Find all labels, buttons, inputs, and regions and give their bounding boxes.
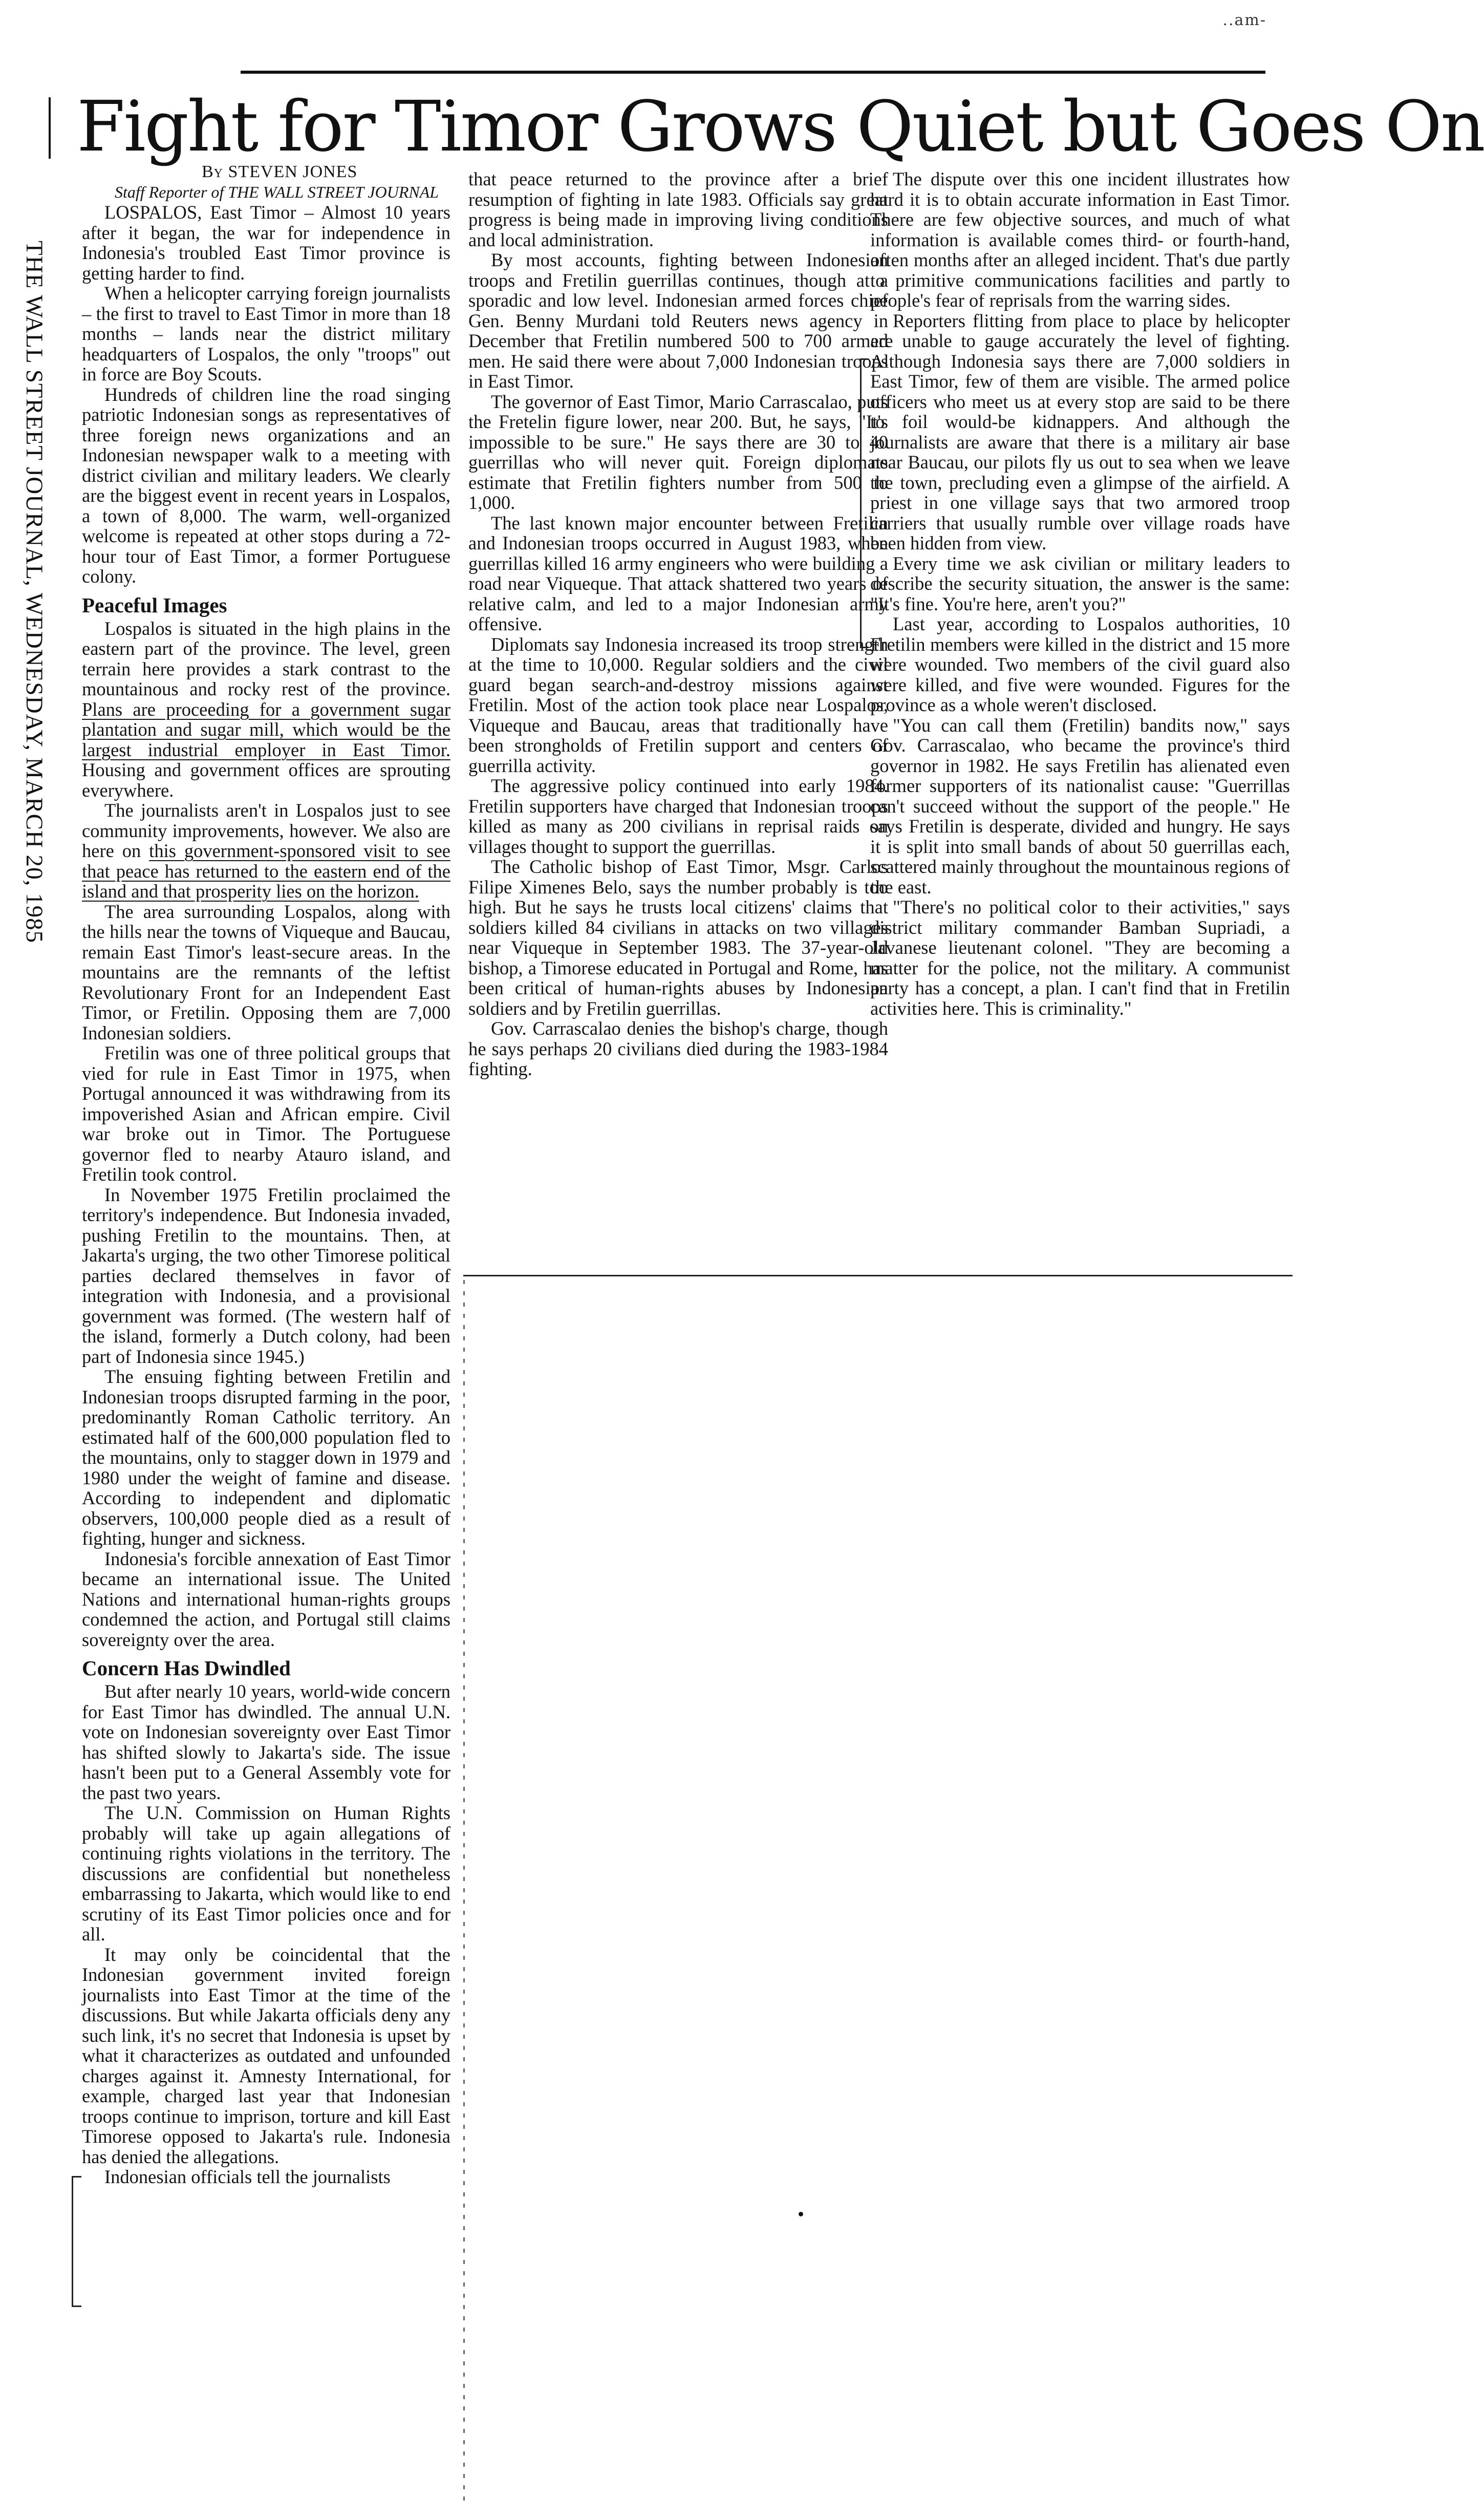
paragraph: The governor of East Timor, Mario Carrascalao, puts the Fretelin figure lower, near 200. But, he says, "It's impossible to be sure." He says there are 30 to 40 guerrillas who will never quit. Foreign diplomats estimate that Fretilin fighters number from 500 to 1,000. — [468, 391, 888, 513]
paragraph: The Catholic bishop of East Timor, Msgr. Carlos Filipe Ximenes Belo, says the number probably is too high. But he says he trusts local citizens' claims that soldiers killed 84 civilians in attacks on two villages near Viqueque in September 1983. The 37-year-old bishop, a Timorese educated in Portugal and Rome, has been critical of human-rights abuses by Indonesian soldiers and by Fretilin guerrillas. — [468, 856, 888, 1019]
paragraph: "You can call them (Fretilin) bandits now," says Gov. Carrascalao, who became the province's third governor in 1982. He says Fretilin has alienated even former supporters of its nationalist cause: "Guerrillas can't succeed without the support of the people." He says Fretilin is desperate, divided and hungry. He says it is split into small bands of about 50 guerrillas each, scattered mainly throughout the mountainous regions of the east. — [870, 714, 1290, 898]
newspaper-banner: THE WALL STREET JOURNAL, WEDNESDAY, MARCH 20, 1985 — [21, 241, 48, 944]
text-run: Housing and government offices are sprouting everywhere. — [82, 759, 450, 801]
paragraph: The aggressive policy continued into early 1984. Fretilin supporters have charged that Indonesian troops killed as many as 200 civilians in reprisal raids on villages thought to support the guerrillas. — [468, 775, 888, 857]
paragraph — [82, 618, 450, 801]
paragraph: Reporters flitting from place to place by helicopter are unable to gauge accurately the level of fighting. Although Indonesia says there are 7,000 soldiers in East Timor, few of them are visible. The armed police officers who meet us at every stop are said to be there to foil would-be kidnappers. And although the journalists are aware that there is a military air base near Baucau, our pilots fly us out to sea when we leave the town, precluding even a glimpse of the airfield. A priest in one village says that two armored troop carriers that usually rumble over village roads have been hidden from view. — [870, 310, 1290, 553]
paragraph: Indonesian officials tell the journalists — [104, 2166, 391, 2187]
top-rule — [241, 71, 1265, 74]
subheading-peaceful-images: Peaceful Images — [82, 593, 227, 617]
subheading-concern-dwindled: Concern Has Dwindled — [82, 1656, 291, 1680]
paragraph: Gov. Carrascalao denies the bishop's charge, though he says perhaps 20 civilians died during the 1983-1984 fighting. — [468, 1018, 888, 1079]
article-column-1 — [82, 162, 450, 2187]
underlined-text: this government-sponsored visit to see that peace has returned to the eastern end of the island and that prosperity lies on the horizon. — [82, 840, 450, 902]
paragraph: But after nearly 10 years, world-wide concern for East Timor has dwindled. The annual U.N. vote on Indonesian sovereignty over East Timor has shifted slowly to Jakarta's side. The issue hasn't been put to a General Assembly vote for the past two years. — [82, 1681, 450, 1803]
text-run: The journalists aren't in Lospalos just to see community improvements, however. We also are here on — [82, 800, 450, 861]
paragraph: It may only be coincidental that the Indonesian government invited foreign journalists into East Timor at the time of the discussions. But while Jakarta officials deny any such link, it's no secret that Indonesia is upset by what it characterizes as outdated and unfounded charges against it. Amnesty International, for example, charged last year that Indonesian troops continue to imprison, torture and kill East Timorese opposed to Jakarta's rule. Indonesia has denied the allegations. — [82, 1944, 450, 2167]
paragraph: that peace returned to the province after a brief resumption of fighting in late 1983. Officials say great progress is being made in improving living conditions and local administration. — [468, 168, 888, 250]
paragraph: When a helicopter carrying foreign journalists – the first to travel to East Timor in more than 18 months – lands near the district military headquarters of Lospalos, the only "troops" out in force are Boy Scouts. — [82, 283, 450, 385]
paragraph: The last known major encounter between Fretilin and Indonesian troops occurred in August 1983, when guerrillas killed 16 army engineers who were building a road near Viqueque. That attack shattered two years of relative calm, and led to a major Indonesian army offensive. — [468, 512, 888, 634]
byline: By STEVEN JONES — [202, 162, 358, 181]
paragraph: The ensuing fighting between Fretilin and Indonesian troops disrupted farming in the poor, predominantly Roman Catholic territory. An estimated half of the 600,000 population fled to the mountains, only to stagger down in 1979 and 1980 under the weight of famine and disease. According to independent and diplomatic observers, 100,000 people died as a result of fighting, hunger and sickness. — [82, 1366, 450, 1549]
corner-mark: ..am- — [1222, 11, 1266, 29]
article-column-2 — [468, 169, 888, 1079]
paragraph — [82, 800, 450, 902]
paragraph: Diplomats say Indonesia increased its troop strength at the time to 10,000. Regular soldiers and the civil guard began search-and-destroy missions against Fretilin. Most of the action took place near Lospalos, Viqueque and Baucau, areas that traditionally have been strongholds of Fretilin support and centers of guerrilla activity. — [468, 633, 888, 776]
article-column-3 — [870, 169, 1290, 1018]
paragraph: The dispute over this one incident illustrates how hard it is to obtain accurate information in East Timor. There are few objective sources, and much of what information is available comes third- or fourth-hand, often months after an alleged incident. That's due partly to primitive communications facilities and partly to people's fear of reprisals from the warring sides. — [870, 168, 1290, 311]
paragraph: Hundreds of children line the road singing patriotic Indonesian songs as representatives of three foreign news organizations and an Indonesian newspaper walk to a meeting with district civilian and military leaders. We clearly are the biggest event in recent years in Lospalos, a town of 8,000. The warm, well-organized welcome is repeated at other stops during a 72-hour tour of East Timor, a former Portuguese colony. — [82, 383, 450, 587]
paragraph: Every time we ask civilian or military leaders to describe the security situation, the answer is the same: "It's fine. You're here, aren't you?" — [870, 552, 1290, 614]
paragraph: Fretilin was one of three political groups that vied for rule in East Timor in 1975, when Portugal announced it was withdrawing from its impoverished Asian and African empire. Civil war broke out in Timor. The Portuguese governor fled to nearby Atauro island, and Fretilin took control. — [82, 1042, 450, 1185]
headline: Fight for Timor Grows Quiet but Goes On — [77, 87, 1484, 167]
paragraph: By most accounts, fighting between Indonesian troops and Fretilin guerrillas continues, though at a sporadic and low level. Indonesian armed forces chief Gen. Benny Murdani told Reuters news agency in December that Fretilin numbered 500 to 700 armed men. He said there were about 7,000 Indonesian troops in East Timor. — [468, 249, 888, 392]
paragraph: Indonesia's forcible annexation of East Timor became an international issue. The United Nations and international human-rights groups condemned the action, and Portugal still claims sovereignty over the area. — [82, 1548, 450, 1650]
paragraph: The U.N. Commission on Human Rights probably will take up again allegations of continuing rights violations in the territory. The discussions are confidential but nonetheless embarrassing to Jakarta, which would like to end scrutiny of its East Timor policies once and for all. — [82, 1802, 450, 1945]
paragraph: In November 1975 Fretilin proclaimed the territory's independence. But Indonesia invaded, pushing Fretilin to the mountains. Then, at Jakarta's urging, the two other Timorese political parties declared themselves in favor of integration with Indonesia, and a provisional government was formed. (The western half of the island, formerly a Dutch colony, had been part of Indonesia since 1945.) — [82, 1184, 450, 1367]
margin-bracket — [72, 2176, 81, 2307]
underlined-text: Plans are proceeding for a government sugar plantation and sugar mill, which would be the largest industrial employer in East Timor. — [82, 698, 450, 760]
text-run: Lospalos is situated in the high plains in the eastern part of the province. The level, green terrain here provides a stark contrast to the mountainous and rocky rest of the province. — [82, 617, 450, 699]
headline-left-rule — [49, 97, 51, 159]
paragraph: LOSPALOS, East Timor – Almost 10 years after it began, the war for independence in Indonesia's troubled East Timor province is getting harder to find. — [82, 202, 450, 284]
column-divider — [463, 1280, 465, 2504]
column-end-rule — [463, 1275, 1293, 1276]
paragraph: The area surrounding Lospalos, along with the hills near the towns of Viqueque and Baucau, remain East Timor's least-secure areas. In the mountains are the remnants of the leftist Revolutionary Front for an Independent East Timor, or Fretilin. Opposing them are 7,000 Indonesian soldiers. — [82, 901, 450, 1043]
paragraph: "There's no political color to their activities," says district military commander Bamban Supriadi, a Javanese lieutenant colonel. "They are becoming a matter for the police, not the military. A communist party has a concept, a plan. I can't find that in Fretilin activities here. This is criminality." — [870, 896, 1290, 1019]
staff-line: Staff Reporter of THE WALL STREET JOURNAL — [115, 182, 439, 201]
margin-bracket — [860, 358, 869, 648]
ink-dot — [799, 2212, 803, 2216]
paragraph: Last year, according to Lospalos authorities, 10 Fretilin members were killed in the district and 15 more were wounded. Two members of the civil guard also were killed, and five were wounded. Figures for the province as a whole weren't disclosed. — [870, 613, 1290, 715]
